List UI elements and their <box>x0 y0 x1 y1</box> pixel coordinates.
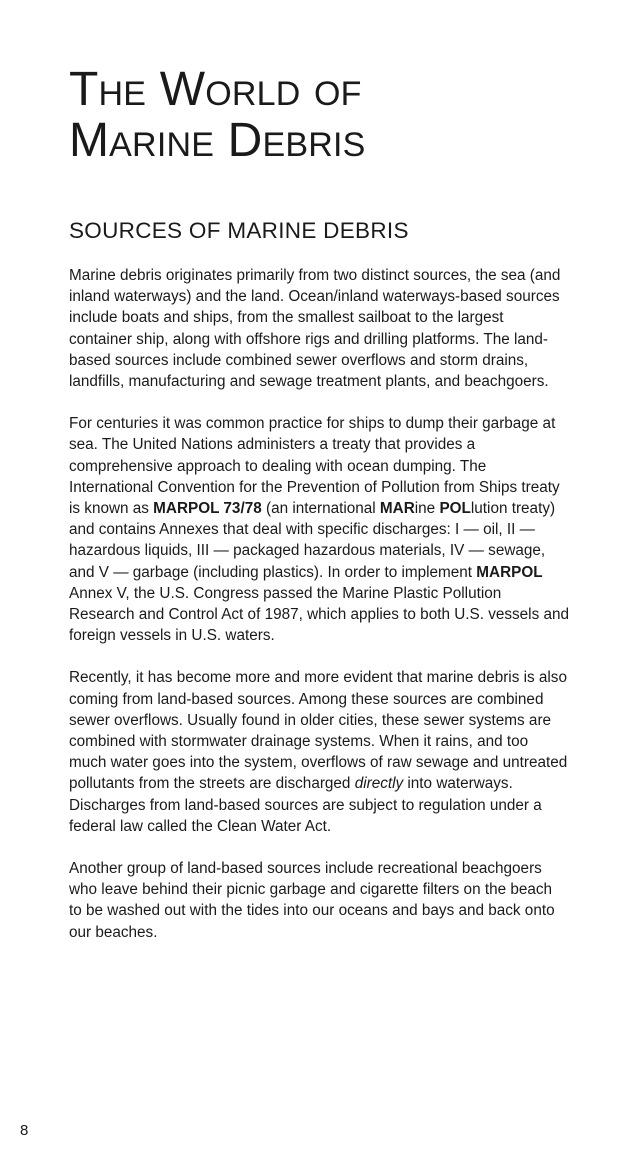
paragraph-2-text-3: ine <box>414 500 440 518</box>
pol-term: POL <box>439 500 471 518</box>
marpol-term-2: MARPOL <box>476 563 543 581</box>
paragraph-2-text-5: Annex V, the U.S. Congress passed the Marine Plastic Pollution Research and Control Act of 1987, which applies to both U.S. vessels and foreign vessels in U.S. waters. <box>69 584 569 645</box>
emphasis-directly: directly <box>354 775 404 793</box>
page-title <box>69 64 569 166</box>
paragraph-3-text-2: into waterways. Discharges from land-based sources are subject to regulation under a federal law called the Clean Water Act. <box>69 775 542 835</box>
paragraph-2-text-4: lution treaty) and contains Annexes that deal with specific discharges: I — oil, II — hazardous liquids, III — packaged hazardous materials, IV — sewage, and V — garbage (including plastics). In order to implement <box>69 500 556 581</box>
paragraph-4: Another group of land-based sources include recreational beachgoers who leave behind their picnic garbage and cigarette filters on the beach to be washed out with the tides into our oceans and bays and back onto our beaches. <box>69 860 555 941</box>
page-title-line-2: Marine Debris <box>69 114 366 167</box>
section-heading: SOURCES OF MARINE DEBRIS <box>69 218 409 243</box>
page-title-line-1: The World of <box>69 63 362 116</box>
paragraph-2-text-1: For centuries it was common practice for ships to dump their garbage at sea. The United Nations administers a treaty that provides a comprehensive approach to dealing with ocean dumping. The International Convention for the Prevention of Pollution from Ships treaty is known as <box>69 415 560 518</box>
page-number: 8 <box>20 1122 29 1139</box>
paragraph-1: Marine debris originates primarily from two distinct sources, the sea (and inland waterways) and the land. Ocean/inland waterways-based sources include boats and ships, from the smallest sailboat to the largest container ship, along with offshore rigs and drilling platforms. The land-based sources include combined sewer overflows and storm drains, landfills, manufacturing and sewage treatment plants, and beachgoers. <box>69 267 561 391</box>
mar-term: MAR <box>379 500 415 518</box>
paragraph-3 <box>69 667 569 837</box>
paragraph-3-text-1: Recently, it has become more and more evident that marine debris is also coming from land-based sources. Among these sources are combined sewer overflows. Usually found in older cities, these sewer systems are combined with stormwater drainage systems. When it rains, and too much water goes into the system, overflows of raw sewage and untreated pollutants from the streets are discharged <box>69 669 568 793</box>
paragraph-2-text-2: (an international <box>261 500 380 518</box>
paragraph-2 <box>69 413 569 646</box>
page-content <box>69 64 569 964</box>
body-text <box>69 265 569 943</box>
marpol-term: MARPOL 73/78 <box>153 500 262 518</box>
